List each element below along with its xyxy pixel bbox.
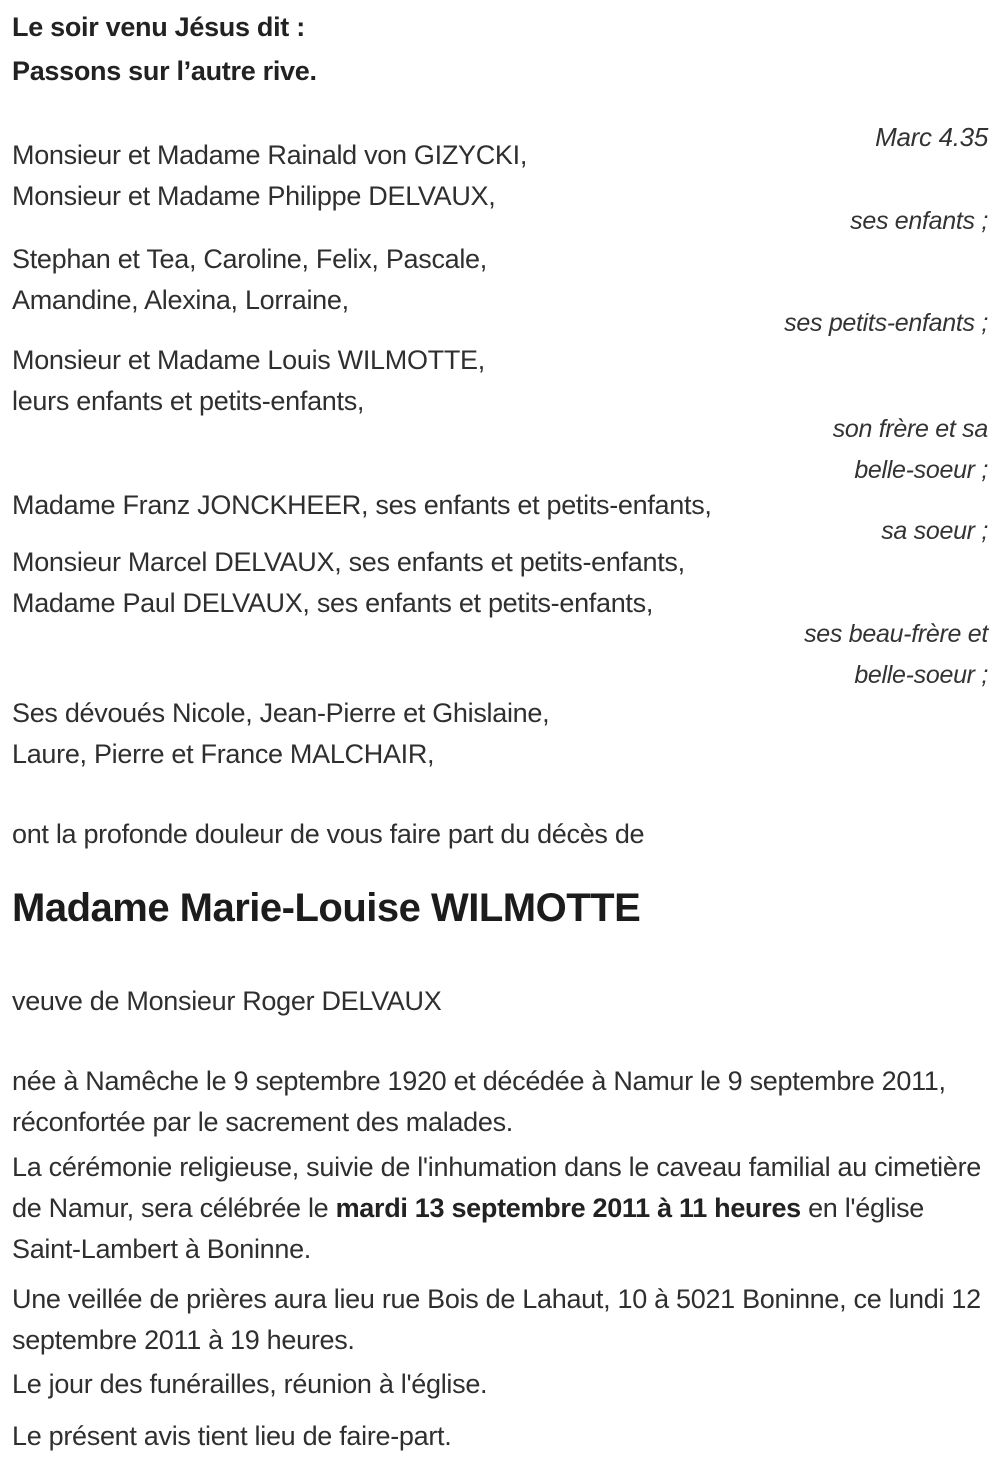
- relation-children: ses enfants ;: [850, 207, 988, 235]
- deceased-name-heading: Madame Marie-Louise WILMOTTE: [12, 886, 641, 930]
- scripture-reference: Marc 4.35: [875, 122, 988, 152]
- relation-brother-line: belle-soeur ;: [854, 456, 988, 484]
- devoted-name-line: Ses dévoués Nicole, Jean-Pierre et Ghislaine,: [12, 698, 550, 728]
- children-name-line: Monsieur et Madame Rainald von GIZYCKI,: [12, 140, 528, 170]
- children-name-line: Monsieur et Madame Philippe DELVAUX,: [12, 181, 496, 211]
- inlaws-name-line: Madame Paul DELVAUX, ses enfants et petits-enfants,: [12, 588, 654, 618]
- ceremony-text: en l'église Saint-Lambert à Boninne.: [12, 1193, 925, 1264]
- funeral-day-line: Le jour des funérailles, réunion à l'église.: [12, 1369, 488, 1399]
- grandchildren-name-line: Amandine, Alexina, Lorraine,: [12, 285, 349, 315]
- sister-name-line: Madame Franz JONCKHEER, ses enfants et petits-enfants,: [12, 490, 712, 520]
- grandchildren-name-line: Stephan et Tea, Caroline, Felix, Pascale,: [12, 244, 487, 274]
- ceremony-text: La cérémonie religieuse, suivie de l'inhumation dans le caveau familial au cimetière de Namur, sera célébrée le: [12, 1152, 981, 1223]
- relation-brother-line: son frère et sa: [832, 415, 988, 443]
- birth-death-paragraph: née à Namêche le 9 septembre 1920 et décédée à Namur le 9 septembre 2011, réconfortée par le sacrement des malades.: [12, 1066, 946, 1137]
- devoted-names-block: [12, 693, 988, 775]
- ceremony-paragraph: [12, 1147, 988, 1270]
- relation-sister: sa soeur ;: [881, 517, 988, 545]
- widow-of-line: veuve de Monsieur Roger DELVAUX: [12, 986, 442, 1016]
- vigil-paragraph: Une veillée de prières aura lieu rue Bois de Lahaut, 10 à 5021 Boninne, ce lundi 12 septembre 2011 à 19 heures.: [12, 1284, 981, 1355]
- brother-name-line: leurs enfants et petits-enfants,: [12, 386, 365, 416]
- devoted-name-line: Laure, Pierre et France MALCHAIR,: [12, 739, 435, 769]
- relation-inlaws-line: ses beau-frère et: [804, 620, 988, 648]
- announcement-intro: ont la profonde douleur de vous faire part du décès de: [12, 819, 645, 849]
- inlaws-name-line: Monsieur Marcel DELVAUX, ses enfants et petits-enfants,: [12, 547, 685, 577]
- relation-inlaws-block: [12, 614, 988, 696]
- inlaws-names-block: [12, 542, 988, 624]
- relation-grandchildren: ses petits-enfants ;: [784, 309, 988, 337]
- epigraph-line-1: Le soir venu Jésus dit :: [12, 12, 305, 42]
- ceremony-datetime: mardi 13 septembre 2011 à 11 heures: [335, 1193, 801, 1223]
- brother-name-line: Monsieur et Madame Louis WILMOTTE,: [12, 345, 485, 375]
- closing-line: Le présent avis tient lieu de faire-part.: [12, 1421, 452, 1451]
- relation-inlaws-line: belle-soeur ;: [854, 661, 988, 689]
- epigraph-line-2: Passons sur l’autre rive.: [12, 56, 317, 86]
